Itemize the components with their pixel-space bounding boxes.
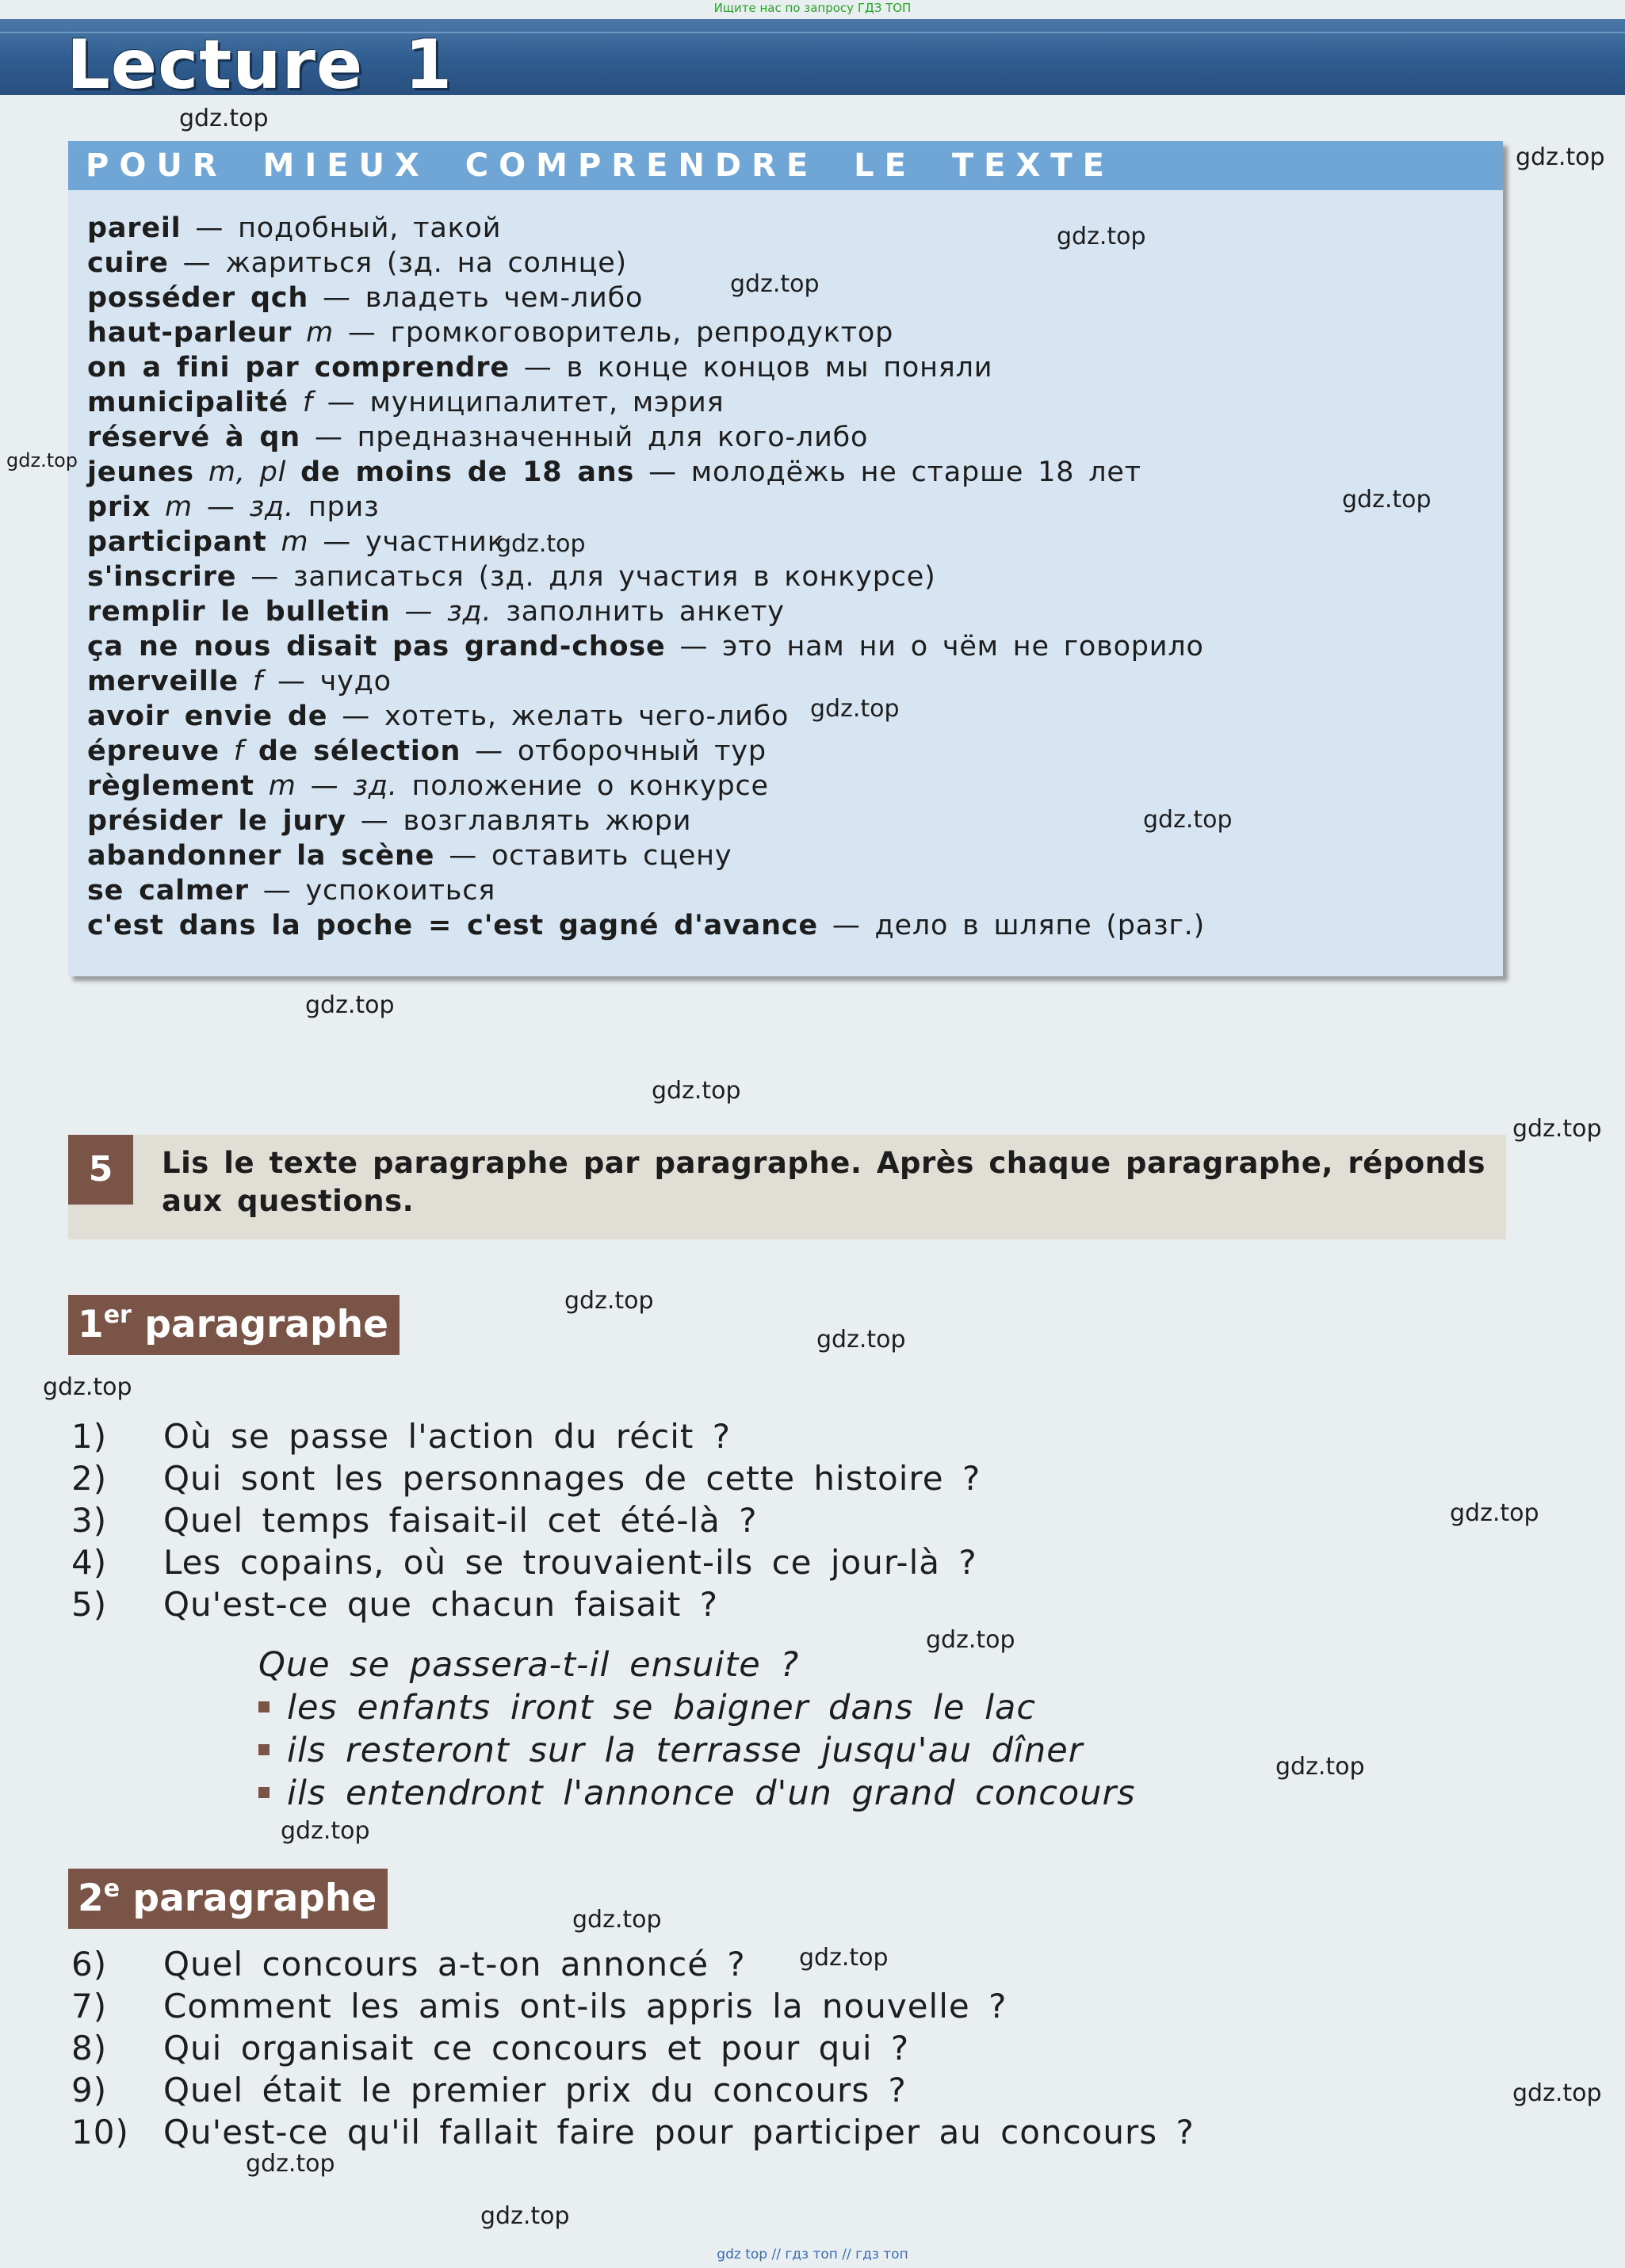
prediction-list bbox=[258, 1686, 1136, 1815]
vocab-translation: — в конце концов мы поняли bbox=[509, 352, 993, 384]
vocab-term: se calmer bbox=[87, 875, 249, 907]
vocab-translation: — громкоговоритель, репродуктор bbox=[333, 317, 894, 349]
lecture-word: Lecture bbox=[67, 25, 364, 105]
question-text: Quel concours a-t-on annoncé ? bbox=[163, 1945, 746, 1984]
vocabulary-box bbox=[68, 141, 1503, 976]
watermark: gdz.top bbox=[1275, 1753, 1365, 1781]
page-title bbox=[67, 27, 453, 103]
question-number: 5) bbox=[71, 1585, 108, 1624]
vocab-translation: — возглавлять жюри bbox=[346, 805, 692, 837]
paragraph-1-number: 1 bbox=[78, 1303, 104, 1346]
vocab-term: abandonner la scène bbox=[87, 840, 435, 872]
watermark: gdz.top bbox=[730, 270, 820, 298]
watermark: gdz.top bbox=[496, 530, 586, 558]
vocab-entry bbox=[87, 559, 1205, 594]
bullet-icon bbox=[258, 1744, 270, 1755]
question bbox=[71, 1457, 981, 1499]
question-number: 3) bbox=[71, 1501, 108, 1540]
vocab-translation: — участник bbox=[308, 526, 505, 558]
question-number: 6) bbox=[71, 1945, 108, 1984]
watermark: gdz.top bbox=[799, 1944, 889, 1972]
vocab-term: règlement bbox=[87, 770, 254, 802]
paragraph-1-questions bbox=[71, 1415, 981, 1625]
lecture-number: 1 bbox=[404, 25, 453, 105]
question-text: Quel était le premier prix du concours ? bbox=[163, 2071, 907, 2110]
vocab-term: on a fini par comprendre bbox=[87, 352, 510, 384]
vocab-entry bbox=[87, 699, 1205, 734]
watermark: gdz.top bbox=[1516, 143, 1605, 171]
question-text: Où se passe l'action du récit ? bbox=[163, 1417, 731, 1456]
watermark: gdz.top bbox=[305, 991, 395, 1019]
watermark: gdz.top bbox=[1512, 1115, 1602, 1143]
paragraph-1-label bbox=[68, 1295, 400, 1355]
paragraph-2-number: 2 bbox=[78, 1877, 104, 1920]
vocab-entry bbox=[87, 734, 1205, 769]
vocab-term: épreuve bbox=[87, 735, 220, 767]
vocab-entry bbox=[87, 908, 1205, 943]
question-text: Les copains, où se trouvaient-ils ce jour-là ? bbox=[163, 1543, 977, 1582]
vocab-term: ça ne nous disait pas grand-chose bbox=[87, 631, 666, 662]
question-text: Comment les amis ont-ils appris la nouvelle ? bbox=[163, 1987, 1008, 2026]
vocab-grammar: f bbox=[238, 666, 264, 697]
question bbox=[71, 1499, 981, 1541]
vocab-translation: — чудо bbox=[263, 666, 392, 697]
vocab-term-cont: de sélection bbox=[258, 735, 461, 767]
question-number: 7) bbox=[71, 1987, 108, 2026]
footer-note[interactable]: gdz top // гдз топ // гдз топ bbox=[717, 2247, 908, 2262]
vocab-grammar: — зд. bbox=[390, 596, 492, 628]
vocab-entry bbox=[87, 385, 1205, 420]
vocab-term: s'inscrire bbox=[87, 561, 237, 593]
vocab-entry bbox=[87, 629, 1205, 664]
vocab-entry bbox=[87, 769, 1205, 804]
vocab-grammar: f bbox=[219, 735, 258, 767]
vocabulary-header bbox=[68, 141, 1503, 190]
vocab-entry bbox=[87, 350, 1205, 385]
vocab-grammar: m — зд. bbox=[254, 770, 398, 802]
vocab-translation: — оставить сцену bbox=[434, 840, 732, 872]
vocab-term: c'est dans la poche = c'est gagné d'avance bbox=[87, 910, 818, 941]
vocab-entry bbox=[87, 455, 1205, 490]
watermark: gdz.top bbox=[281, 1817, 370, 1845]
watermark: gdz.top bbox=[652, 1077, 741, 1105]
vocab-entry bbox=[87, 211, 1205, 246]
question-number: 1) bbox=[71, 1417, 108, 1456]
prediction-text: ils resteront sur la terrasse jusqu'au dîner bbox=[287, 1731, 1084, 1770]
question-number: 8) bbox=[71, 2029, 108, 2068]
prediction-title: Que se passera-t-il ensuite ? bbox=[258, 1645, 800, 1685]
question-text: Qui sont les personnages de cette histoire ? bbox=[163, 1459, 981, 1498]
vocab-translation: — молодёжь не старше 18 лет bbox=[634, 456, 1141, 488]
question bbox=[71, 1985, 1195, 2027]
watermark: gdz.top bbox=[564, 1287, 654, 1315]
question bbox=[71, 1583, 981, 1625]
watermark: gdz.top bbox=[926, 1626, 1015, 1654]
vocab-entry bbox=[87, 664, 1205, 699]
vocab-term: présider le jury bbox=[87, 805, 346, 837]
paragraph-2-questions bbox=[71, 1943, 1195, 2153]
paragraph-2-suffix: e bbox=[103, 1875, 120, 1903]
vocab-term: posséder qch bbox=[87, 282, 309, 314]
vocab-grammar: m bbox=[292, 317, 334, 349]
prediction-item bbox=[258, 1686, 1136, 1729]
vocab-translation: — владеть чем-либо bbox=[308, 282, 644, 314]
vocabulary-title: POUR MIEUX COMPRENDRE LE TEXTE bbox=[86, 147, 1115, 184]
watermark: gdz.top bbox=[1057, 223, 1146, 250]
vocab-term: avoir envie de bbox=[87, 701, 328, 732]
vocab-term: prix bbox=[87, 491, 151, 523]
question-text: Quel temps faisait-il cet été-là ? bbox=[163, 1501, 758, 1540]
watermark: gdz.top bbox=[480, 2202, 570, 2230]
vocab-entry bbox=[87, 490, 1205, 525]
question-text: Qu'est-ce que chacun faisait ? bbox=[163, 1585, 719, 1624]
watermark: gdz.top bbox=[1512, 2079, 1602, 2107]
task-5 bbox=[68, 1135, 1506, 1239]
vocab-entry bbox=[87, 315, 1205, 350]
vocab-term: cuire bbox=[87, 247, 169, 279]
vocab-entry bbox=[87, 838, 1205, 873]
question bbox=[71, 1541, 981, 1583]
vocab-term-cont: de moins de 18 ans bbox=[300, 456, 635, 488]
prediction-item bbox=[258, 1729, 1136, 1772]
vocab-entry bbox=[87, 804, 1205, 838]
watermark: gdz.top bbox=[1342, 486, 1432, 514]
paragraph-1-word: paragraphe bbox=[131, 1303, 388, 1346]
question bbox=[71, 1415, 981, 1457]
vocab-entry bbox=[87, 873, 1205, 908]
task-number: 5 bbox=[68, 1135, 133, 1205]
watermark: gdz.top bbox=[1143, 806, 1233, 834]
vocab-term: remplir le bulletin bbox=[87, 596, 391, 628]
paragraph-2-word: paragraphe bbox=[120, 1877, 377, 1920]
vocab-translation: — записаться (зд. для участия в конкурсе) bbox=[236, 561, 936, 593]
vocab-term: réservé à qn bbox=[87, 422, 300, 453]
question bbox=[71, 2111, 1195, 2153]
vocab-term: jeunes bbox=[87, 456, 194, 488]
question-number: 2) bbox=[71, 1459, 108, 1498]
question bbox=[71, 2069, 1195, 2111]
watermark: gdz.top bbox=[43, 1373, 132, 1401]
watermark: gdz.top bbox=[246, 2150, 335, 2178]
question-text: Qu'est-ce qu'il fallait faire pour participer au concours ? bbox=[163, 2113, 1195, 2152]
question-number: 9) bbox=[71, 2071, 108, 2110]
vocab-term: haut-parleur bbox=[87, 317, 292, 349]
vocab-translation: — хотеть, желать чего-либо bbox=[327, 701, 790, 732]
vocab-entry bbox=[87, 594, 1205, 629]
watermark: gdz.top bbox=[810, 695, 900, 723]
bullet-icon bbox=[258, 1787, 270, 1798]
vocab-translation: — успокоиться bbox=[248, 875, 496, 907]
paragraph-2-label bbox=[68, 1869, 388, 1929]
paragraph-1-suffix: er bbox=[103, 1301, 132, 1329]
question bbox=[71, 2027, 1195, 2069]
prediction-text: les enfants iront se baigner dans le lac bbox=[287, 1688, 1037, 1728]
vocab-translation: — это нам ни о чём не говорило bbox=[665, 631, 1204, 662]
vocab-grammar: m bbox=[266, 526, 309, 558]
question-text: Qui organisait ce concours et pour qui ? bbox=[163, 2029, 910, 2068]
vocab-translation: — жариться (зд. на солнце) bbox=[168, 247, 627, 279]
watermark: gdz.top bbox=[572, 1906, 662, 1934]
prediction-text: ils entendront l'annonce d'un grand concours bbox=[287, 1774, 1136, 1813]
vocab-translation: заполнить анкету bbox=[491, 596, 785, 628]
vocab-term: pareil bbox=[87, 212, 182, 244]
vocab-translation: — предназначенный для кого-либо bbox=[300, 422, 869, 453]
watermark: gdz.top bbox=[1450, 1499, 1539, 1527]
vocab-term: participant bbox=[87, 526, 267, 558]
vocab-grammar: m — зд. bbox=[151, 491, 294, 523]
watermark: gdz.top bbox=[6, 449, 78, 472]
vocab-translation: — подобный, такой bbox=[181, 212, 502, 244]
watermark: gdz.top bbox=[816, 1326, 906, 1354]
task-instruction: Lis le texte paragraphe par paragraphe. Après chaque paragraphe, réponds aux questions. bbox=[162, 1146, 1485, 1218]
vocab-term: merveille bbox=[87, 666, 239, 697]
question-number: 4) bbox=[71, 1543, 108, 1582]
watermark: gdz.top bbox=[179, 105, 269, 132]
prediction-block bbox=[258, 1644, 1136, 1815]
vocab-grammar: m, pl bbox=[193, 456, 301, 488]
prediction-item bbox=[258, 1772, 1136, 1815]
vocabulary-list bbox=[87, 211, 1205, 943]
vocab-translation: — дело в шляпе (разг.) bbox=[817, 910, 1206, 941]
vocab-translation: — отборочный тур bbox=[461, 735, 767, 767]
vocab-translation: — муниципалитет, мэрия bbox=[312, 387, 725, 418]
question bbox=[71, 1943, 1195, 1985]
vocab-grammar: f bbox=[288, 387, 313, 418]
vocab-translation: положение о конкурсе bbox=[397, 770, 769, 802]
vocab-translation: приз bbox=[293, 491, 380, 523]
site-banner-text[interactable]: Ищите нас по запросу ГДЗ ТОП bbox=[713, 1, 912, 15]
vocab-term: municipalité bbox=[87, 387, 289, 418]
vocab-entry bbox=[87, 281, 1205, 315]
question-number: 10) bbox=[71, 2113, 129, 2152]
vocab-entry bbox=[87, 525, 1205, 559]
bullet-icon bbox=[258, 1701, 270, 1712]
vocab-entry bbox=[87, 246, 1205, 281]
vocab-entry bbox=[87, 420, 1205, 455]
